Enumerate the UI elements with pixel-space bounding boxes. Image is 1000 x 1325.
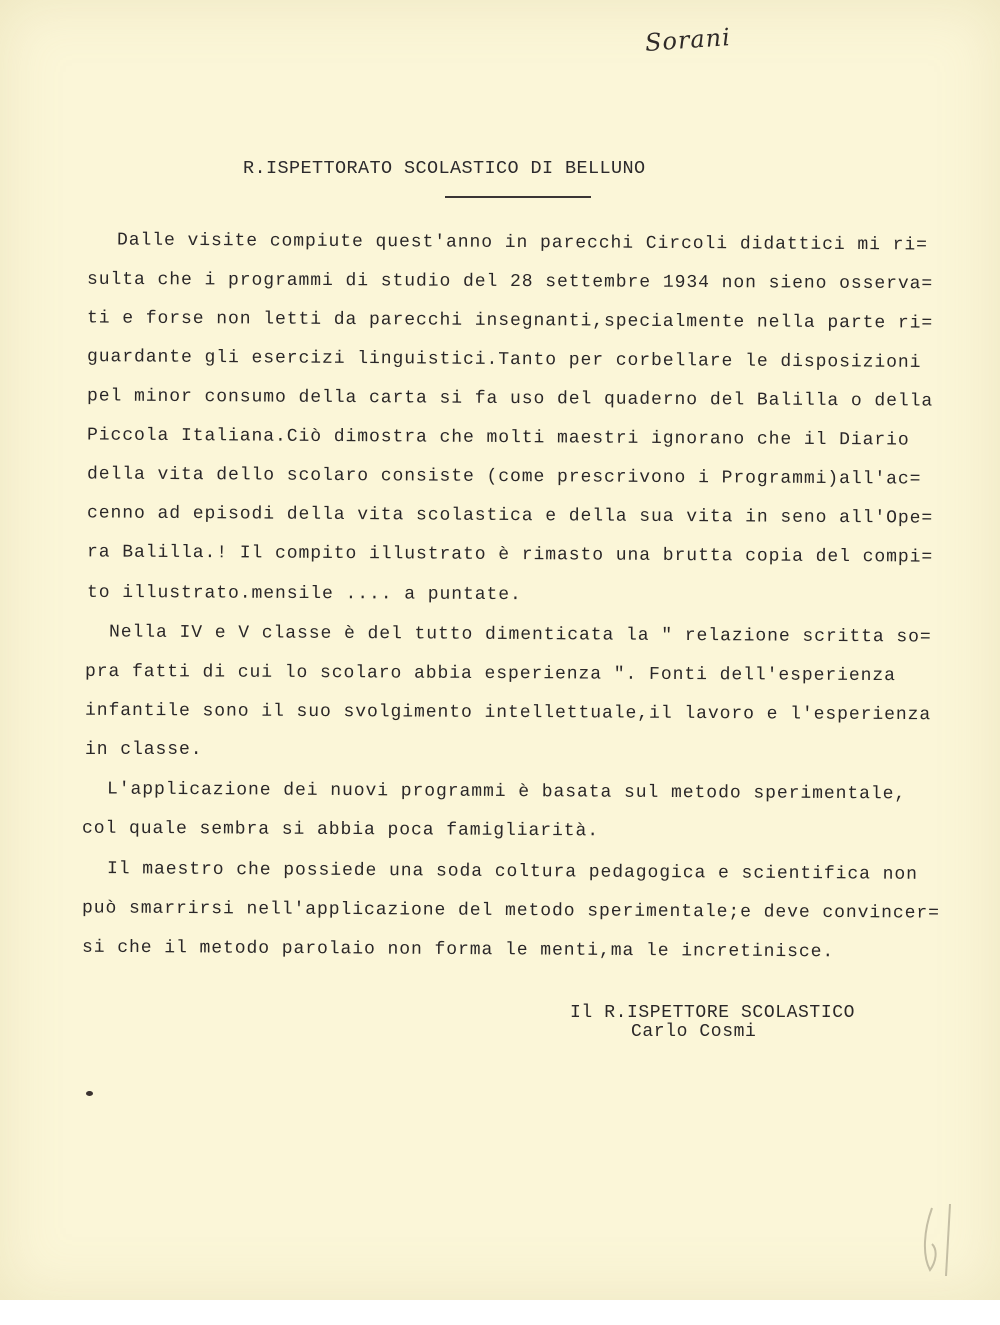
handwritten-note: Sorani [644, 23, 732, 57]
text-line: Il maestro che possiede una soda coltura pedagogica e scientifica non [106, 859, 918, 885]
text-line: della vita dello scolaro consiste (come prescrivono i Programmi)all'ac= [86, 464, 922, 490]
text-line: pra fatti di cui lo scolaro abbia esperienza ". Fonti dell'esperienza [84, 661, 896, 687]
margin-note-text: 61 [920, 1200, 922, 1201]
text-line: infantile sono il suo svolgimento intellettuale,il lavoro e l'esperienza [84, 700, 932, 726]
text-line: to illustrato.mensile .... a puntate. [86, 582, 522, 606]
ink-dot [86, 1091, 93, 1096]
text-line: ti e forse non letti da parecchi insegnanti,specialmente nella parte ri= [86, 308, 934, 334]
text-line: sulta che i programmi di studio del 28 settembre 1934 non sieno osserva= [86, 269, 934, 295]
text-line: guardante gli esercizi linguistici.Tanto per corbellare le disposizioni [86, 347, 922, 373]
text-line: ra Balilla.! Il compito illustrato è rimasto una brutta copia del compi= [86, 542, 934, 568]
text-line: in classe. [85, 740, 203, 760]
text-line: cenno ad episodi della vita scolastica e della sua vita in seno all'Ope= [86, 503, 934, 529]
text-line: si che il metodo parolaio non forma le menti,ma le incretinisce. [81, 937, 835, 963]
margin-pencil-note [920, 1200, 960, 1280]
text-line: Piccola Italiana.Ciò dimostra che molti maestri ignorano che il Diario [86, 425, 910, 451]
text-line: Nella IV e V classe è del tutto dimenticata la " relazione scritta so= [108, 622, 932, 648]
page-bottom-margin [0, 1300, 1000, 1325]
title-underline [445, 196, 591, 198]
text-line: può smarrirsi nell'applicazione del metodo sperimentale;e deve convincer= [81, 898, 940, 924]
signature-name: Carlo Cosmi [631, 1022, 757, 1042]
text-line: Dalle visite compiute quest'anno in parecchi Circoli didattici mi ri= [116, 230, 928, 256]
text-line: L'applicazione dei nuovi programmi è basata sul metodo sperimentale, [106, 779, 907, 805]
document-title: R.ISPETTORATO SCOLASTICO DI BELLUNO [243, 158, 646, 179]
signature-role: Il R.ISPETTORE SCOLASTICO [570, 1003, 856, 1023]
text-line: col quale sembra si abbia poca famigliarità. [81, 818, 600, 842]
text-line: pel minor consumo della carta si fa uso del quaderno del Balilla o della [86, 386, 934, 412]
